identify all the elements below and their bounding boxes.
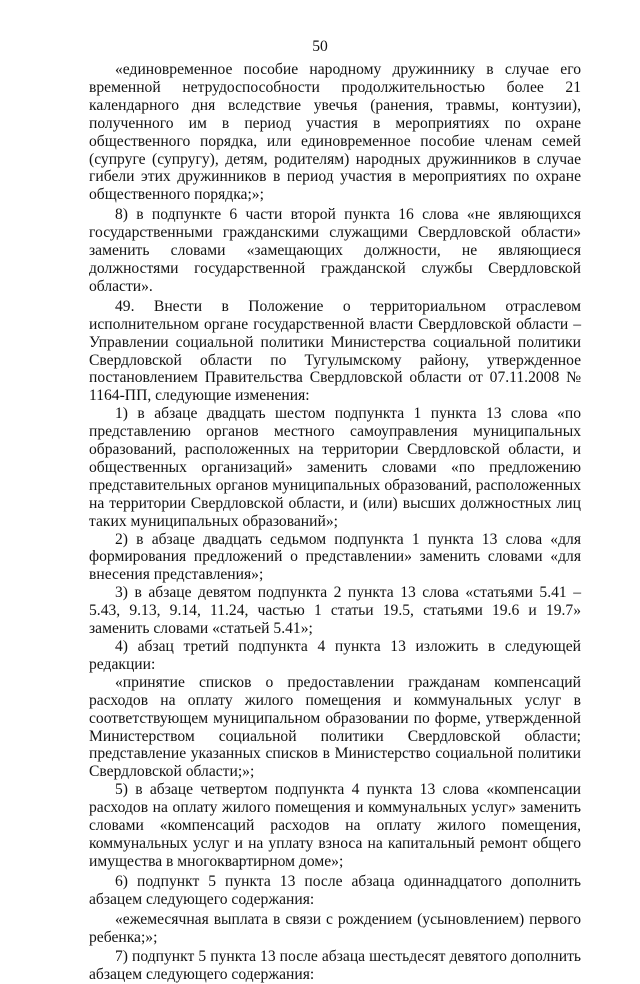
- paragraph-item-49: 49. Внести в Положение о территориальном отраслевом исполнительном органе государственной власти Свердловской области – Управлении социальной политики Министерства социальной политики Свердловской области по Тугулымскому району, утвержденное постановлением Правительства Свердловской области от 07.11.2008 № 1164-ПП, следующие изменения:: [89, 297, 581, 405]
- paragraph-subitem-4: 4) абзац третий подпункта 4 пункта 13 изложить в следующей редакции:: [89, 638, 581, 673]
- document-body: [89, 61, 581, 984]
- paragraph-new-wording-lists: «принятие списков о предоставлении гражданам компенсаций расходов на оплату жилого помещения и коммунальных услуг в соответствующем муниципальном образовании по форме, утвержденной Министерством социальной политики Свердловской области; представление указанных списков в Министерство социальной политики Свердловской области;»;: [89, 673, 581, 781]
- paragraph-item-8: 8) в подпункте 6 части второй пункта 16 слова «не являющихся государственными гражданскими служащими Свердловской области» заменить словами «замещающих должности, не являющиеся должностями государственной гражданской службы Свердловской области».: [89, 206, 581, 295]
- paragraph-monthly-payment: «ежемесячная выплата в связи с рождением (усыновлением) первого ребенка;»;: [89, 910, 581, 946]
- paragraph-subitem-6: 6) подпункт 5 пункта 13 после абзаца одиннадцатого дополнить абзацем следующего содержания:: [89, 872, 581, 908]
- page-number: 50: [312, 38, 328, 55]
- paragraph-subitem-5: 5) в абзаце четвертом подпункта 4 пункта 13 слова «компенсации расходов на оплату жилого помещения и коммунальных услуг» заменить словами «компенсаций расходов на оплату жилого помещения, коммунальных услуг и на уплату взноса на капитальный ремонт общего имущества в многоквартирном доме»;: [89, 781, 581, 870]
- paragraph-subitem-2: 2) в абзаце двадцать седьмом подпункта 1 пункта 13 слова «для формирования предложений о представлении» заменить словами «для внесения представления»;: [89, 530, 581, 584]
- paragraph-subitem-1: 1) в абзаце двадцать шестом подпункта 1 пункта 13 слова «по представлению органов местного самоуправления муниципальных образований, расположенных на территории Свердловской области, и общественных организаций» заменить словами «по предложению представительных органов муниципальных образований, расположенных на территории Свердловской области, и (или) высших должностных лиц таких муниципальных образований»;: [89, 405, 581, 530]
- paragraph-benefit-definition: «единовременное пособие народному дружиннику в случае его временной нетрудоспособности продолжительностью более 21 календарного дня вследствие увечья (ранения, травмы, контузии), полученного им в период участия в мероприятиях по охране общественного порядка, или единовременное пособие членам семей (супруге (супругу), детям, родителям) народных дружинников в случае гибели этих дружинников в период участия в мероприятиях по охране общественного порядка;»;: [89, 61, 581, 204]
- paragraph-subitem-7: 7) подпункт 5 пункта 13 после абзаца шестьдесят девятого дополнить абзацем следующего содержания:: [89, 948, 581, 984]
- paragraph-subitem-3: 3) в абзаце девятом подпункта 2 пункта 13 слова «статьями 5.41 – 5.43, 9.13, 9.14, 11.24, частью 1 статьи 19.5, статьями 19.6 и 19.7» заменить словами «статьей 5.41»;: [89, 584, 581, 638]
